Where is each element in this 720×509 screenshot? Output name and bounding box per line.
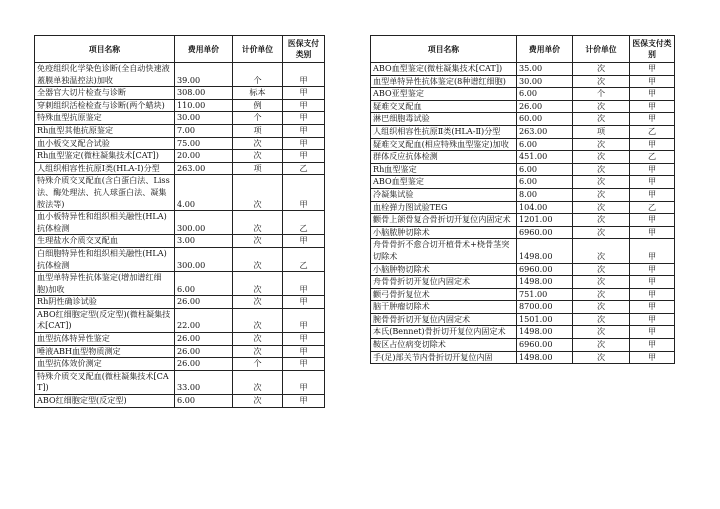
insurance-category-cell: 甲 bbox=[283, 175, 325, 211]
table-row bbox=[35, 99, 325, 112]
table-row bbox=[35, 308, 325, 332]
header-item-name: 项目名称 bbox=[371, 36, 517, 63]
table-row bbox=[371, 351, 675, 364]
pricing-unit-cell: 个 bbox=[573, 88, 630, 101]
table-row bbox=[35, 358, 325, 371]
header-unit-price: 费用单价 bbox=[175, 36, 233, 63]
table-row bbox=[35, 395, 325, 408]
insurance-category-cell: 甲 bbox=[630, 263, 675, 276]
unit-price-cell: 6960.00 bbox=[517, 263, 573, 276]
table-row bbox=[371, 201, 675, 214]
insurance-category-cell: 甲 bbox=[283, 235, 325, 248]
insurance-category-cell: 甲 bbox=[630, 63, 675, 76]
table-row bbox=[371, 88, 675, 101]
pricing-unit-cell: 次 bbox=[233, 175, 283, 211]
pricing-unit-cell: 次 bbox=[233, 137, 283, 150]
unit-price-cell: 308.00 bbox=[175, 87, 233, 100]
right-table-header-row bbox=[371, 36, 675, 63]
unit-price-cell: 22.00 bbox=[175, 308, 233, 332]
insurance-category-cell: 甲 bbox=[630, 288, 675, 301]
unit-price-cell: 300.00 bbox=[175, 211, 233, 235]
table-row bbox=[35, 112, 325, 125]
unit-price-cell: 60.00 bbox=[517, 113, 573, 126]
unit-price-cell: 6.00 bbox=[517, 138, 573, 151]
unit-price-cell: 26.00 bbox=[175, 358, 233, 371]
pricing-unit-cell: 次 bbox=[573, 339, 630, 352]
unit-price-cell: 6.00 bbox=[517, 176, 573, 189]
table-row bbox=[371, 163, 675, 176]
item-name-cell: 手(足)部关节内骨折切开复位内固 bbox=[371, 351, 517, 364]
table-row bbox=[371, 176, 675, 189]
item-name-cell: 免疫组织化学染色诊断(全自动快速液蓋膜单独温控法)加收 bbox=[35, 63, 175, 87]
item-name-cell: 疑难交叉配血 bbox=[371, 100, 517, 113]
left-fee-table bbox=[34, 35, 325, 408]
pricing-unit-cell: 次 bbox=[233, 235, 283, 248]
pricing-unit-cell: 次 bbox=[233, 333, 283, 346]
insurance-category-cell: 甲 bbox=[630, 226, 675, 239]
unit-price-cell: 6.00 bbox=[517, 88, 573, 101]
item-name-cell: 特殊介质交叉配血(微柱凝集技术[CAT]) bbox=[35, 370, 175, 394]
pricing-unit-cell: 项 bbox=[233, 162, 283, 175]
unit-price-cell: 33.00 bbox=[175, 370, 233, 394]
insurance-category-cell: 甲 bbox=[630, 75, 675, 88]
unit-price-cell: 26.00 bbox=[517, 100, 573, 113]
item-name-cell: 舟骨骨折不愈合切开植骨术+桡骨茎突切除术 bbox=[371, 239, 517, 263]
item-name-cell: 唾液ABH血型物质测定 bbox=[35, 345, 175, 358]
item-name-cell: 舟骨骨折切开复位内固定术 bbox=[371, 276, 517, 289]
pricing-unit-cell: 次 bbox=[573, 214, 630, 227]
insurance-category-cell: 乙 bbox=[283, 247, 325, 271]
item-name-cell: 血小板特异性和组织相关融性(HLA)抗体检测 bbox=[35, 211, 175, 235]
insurance-category-cell: 甲 bbox=[630, 88, 675, 101]
pricing-unit-cell: 次 bbox=[573, 226, 630, 239]
insurance-category-cell: 甲 bbox=[283, 63, 325, 87]
table-row bbox=[371, 276, 675, 289]
insurance-category-cell: 甲 bbox=[630, 313, 675, 326]
insurance-category-cell: 甲 bbox=[283, 370, 325, 394]
unit-price-cell: 1498.00 bbox=[517, 239, 573, 263]
item-name-cell: 本氏(Bennet)骨折切开复位内固定术 bbox=[371, 326, 517, 339]
insurance-category-cell: 甲 bbox=[283, 333, 325, 346]
item-name-cell: 腕骨骨折切开复位内固定术 bbox=[371, 313, 517, 326]
unit-price-cell: 8700.00 bbox=[517, 301, 573, 314]
pricing-unit-cell: 次 bbox=[573, 288, 630, 301]
item-name-cell: 脑干肿瘤切除术 bbox=[371, 301, 517, 314]
item-name-cell: 颧骨上颌骨复合骨折切开复位内固定术 bbox=[371, 214, 517, 227]
unit-price-cell: 1201.00 bbox=[517, 214, 573, 227]
insurance-category-cell: 甲 bbox=[283, 345, 325, 358]
item-name-cell: 群体反应抗体检测 bbox=[371, 151, 517, 164]
unit-price-cell: 4.00 bbox=[175, 175, 233, 211]
table-row bbox=[35, 296, 325, 309]
insurance-category-cell: 甲 bbox=[630, 301, 675, 314]
pricing-unit-cell: 例 bbox=[233, 99, 283, 112]
pricing-unit-cell: 次 bbox=[573, 239, 630, 263]
unit-price-cell: 26.00 bbox=[175, 296, 233, 309]
right-fee-table-container bbox=[370, 35, 675, 364]
insurance-category-cell: 甲 bbox=[630, 100, 675, 113]
insurance-category-cell: 甲 bbox=[283, 150, 325, 163]
table-row bbox=[35, 87, 325, 100]
table-row bbox=[35, 162, 325, 175]
table-row bbox=[371, 226, 675, 239]
unit-price-cell: 35.00 bbox=[517, 63, 573, 76]
insurance-category-cell: 甲 bbox=[630, 339, 675, 352]
insurance-category-cell: 甲 bbox=[283, 296, 325, 309]
item-name-cell: 血型抗体特异性鉴定 bbox=[35, 333, 175, 346]
table-row bbox=[35, 124, 325, 137]
table-row bbox=[371, 301, 675, 314]
pricing-unit-cell: 次 bbox=[233, 308, 283, 332]
pricing-unit-cell: 次 bbox=[573, 113, 630, 126]
pricing-unit-cell: 次 bbox=[233, 247, 283, 271]
insurance-category-cell: 甲 bbox=[630, 113, 675, 126]
insurance-category-cell: 甲 bbox=[283, 87, 325, 100]
table-row bbox=[35, 247, 325, 271]
right-fee-table bbox=[370, 35, 675, 364]
pricing-unit-cell: 次 bbox=[573, 326, 630, 339]
pricing-unit-cell: 个 bbox=[233, 63, 283, 87]
table-row bbox=[35, 370, 325, 394]
table-row bbox=[35, 63, 325, 87]
insurance-category-cell: 甲 bbox=[630, 138, 675, 151]
table-row bbox=[371, 113, 675, 126]
insurance-category-cell: 乙 bbox=[630, 201, 675, 214]
left-fee-table-container bbox=[34, 35, 325, 408]
right-table-body bbox=[371, 63, 675, 364]
item-name-cell: ABO血型鉴定 bbox=[371, 176, 517, 189]
table-row bbox=[371, 326, 675, 339]
table-row bbox=[371, 151, 675, 164]
table-row bbox=[371, 313, 675, 326]
item-name-cell: 淋巴细胞毒试验 bbox=[371, 113, 517, 126]
pricing-unit-cell: 次 bbox=[233, 370, 283, 394]
table-row bbox=[371, 339, 675, 352]
table-row bbox=[35, 272, 325, 296]
header-item-name: 项目名称 bbox=[35, 36, 175, 63]
table-row bbox=[35, 211, 325, 235]
table-row bbox=[35, 137, 325, 150]
table-row bbox=[371, 188, 675, 201]
pricing-unit-cell: 次 bbox=[233, 150, 283, 163]
pricing-unit-cell: 次 bbox=[573, 188, 630, 201]
pricing-unit-cell: 个 bbox=[233, 112, 283, 125]
unit-price-cell: 6960.00 bbox=[517, 339, 573, 352]
pricing-unit-cell: 标本 bbox=[233, 87, 283, 100]
unit-price-cell: 300.00 bbox=[175, 247, 233, 271]
insurance-category-cell: 甲 bbox=[630, 239, 675, 263]
unit-price-cell: 1498.00 bbox=[517, 351, 573, 364]
item-name-cell: 血型单特异性抗体鉴定(8种谱红细胞) bbox=[371, 75, 517, 88]
item-name-cell: Rh血型鉴定(微柱凝集技术[CAT]) bbox=[35, 150, 175, 163]
pricing-unit-cell: 次 bbox=[573, 100, 630, 113]
unit-price-cell: 1501.00 bbox=[517, 313, 573, 326]
insurance-category-cell: 甲 bbox=[630, 214, 675, 227]
unit-price-cell: 6960.00 bbox=[517, 226, 573, 239]
unit-price-cell: 30.00 bbox=[517, 75, 573, 88]
table-row bbox=[35, 333, 325, 346]
header-pricing-unit: 计价单位 bbox=[233, 36, 283, 63]
unit-price-cell: 39.00 bbox=[175, 63, 233, 87]
unit-price-cell: 7.00 bbox=[175, 124, 233, 137]
insurance-category-cell: 乙 bbox=[283, 211, 325, 235]
pricing-unit-cell: 次 bbox=[233, 345, 283, 358]
insurance-category-cell: 乙 bbox=[630, 125, 675, 138]
left-table-body bbox=[35, 63, 325, 408]
item-name-cell: 鞍区占位病变切除术 bbox=[371, 339, 517, 352]
insurance-category-cell: 甲 bbox=[283, 137, 325, 150]
item-name-cell: 小脑肿物切除术 bbox=[371, 263, 517, 276]
unit-price-cell: 104.00 bbox=[517, 201, 573, 214]
unit-price-cell: 26.00 bbox=[175, 333, 233, 346]
item-name-cell: 生理盐水介质交叉配血 bbox=[35, 235, 175, 248]
item-name-cell: 小脑脓肿切除术 bbox=[371, 226, 517, 239]
unit-price-cell: 20.00 bbox=[175, 150, 233, 163]
unit-price-cell: 26.00 bbox=[175, 345, 233, 358]
item-name-cell: 血小板交叉配合试验 bbox=[35, 137, 175, 150]
pricing-unit-cell: 项 bbox=[573, 125, 630, 138]
table-row bbox=[371, 63, 675, 76]
unit-price-cell: 6.00 bbox=[175, 395, 233, 408]
unit-price-cell: 3.00 bbox=[175, 235, 233, 248]
pricing-unit-cell: 次 bbox=[233, 272, 283, 296]
item-name-cell: 颧弓骨折复位术 bbox=[371, 288, 517, 301]
header-unit-price: 费用单价 bbox=[517, 36, 573, 63]
item-name-cell: 特殊介质交叉配血(含白蛋白法、Liss法、酶处理法、抗人球蛋白法、凝集胺法等) bbox=[35, 175, 175, 211]
unit-price-cell: 6.00 bbox=[175, 272, 233, 296]
insurance-category-cell: 甲 bbox=[630, 326, 675, 339]
table-row bbox=[371, 75, 675, 88]
item-name-cell: 人组织相容性抗原Ⅱ类(HLA-Ⅱ)分型 bbox=[371, 125, 517, 138]
insurance-category-cell: 乙 bbox=[630, 151, 675, 164]
pricing-unit-cell: 次 bbox=[573, 151, 630, 164]
item-name-cell: Rh阴性确诊试验 bbox=[35, 296, 175, 309]
pricing-unit-cell: 次 bbox=[573, 63, 630, 76]
unit-price-cell: 6.00 bbox=[517, 163, 573, 176]
pricing-unit-cell: 次 bbox=[573, 351, 630, 364]
unit-price-cell: 30.00 bbox=[175, 112, 233, 125]
pricing-unit-cell: 次 bbox=[573, 163, 630, 176]
pricing-unit-cell: 次 bbox=[573, 301, 630, 314]
table-row bbox=[35, 150, 325, 163]
pricing-unit-cell: 次 bbox=[573, 75, 630, 88]
table-row bbox=[35, 235, 325, 248]
item-name-cell: 血栓弹力图试验TEG bbox=[371, 201, 517, 214]
insurance-category-cell: 甲 bbox=[283, 272, 325, 296]
unit-price-cell: 110.00 bbox=[175, 99, 233, 112]
item-name-cell: ABO亚型鉴定 bbox=[371, 88, 517, 101]
item-name-cell: 穿刺组织活检检查与诊断(两个蜡块) bbox=[35, 99, 175, 112]
table-row bbox=[35, 175, 325, 211]
item-name-cell: 白细胞特异性和组织相关融性(HLA)抗体检测 bbox=[35, 247, 175, 271]
header-insurance-category: 医保支付类别 bbox=[630, 36, 675, 63]
table-row bbox=[371, 100, 675, 113]
item-name-cell: ABO红细胞定型(反定型) bbox=[35, 395, 175, 408]
table-row bbox=[371, 288, 675, 301]
pricing-unit-cell: 次 bbox=[573, 176, 630, 189]
header-insurance-category: 医保支付类别 bbox=[283, 36, 325, 63]
header-pricing-unit: 计价单位 bbox=[573, 36, 630, 63]
pricing-unit-cell: 次 bbox=[573, 138, 630, 151]
insurance-category-cell: 甲 bbox=[630, 276, 675, 289]
item-name-cell: Rh血型鉴定 bbox=[371, 163, 517, 176]
unit-price-cell: 263.00 bbox=[517, 125, 573, 138]
pricing-unit-cell: 次 bbox=[573, 276, 630, 289]
unit-price-cell: 263.00 bbox=[175, 162, 233, 175]
insurance-category-cell: 甲 bbox=[283, 308, 325, 332]
insurance-category-cell: 甲 bbox=[283, 124, 325, 137]
left-table-header-row bbox=[35, 36, 325, 63]
item-name-cell: 特殊血型抗原鉴定 bbox=[35, 112, 175, 125]
insurance-category-cell: 甲 bbox=[283, 358, 325, 371]
pricing-unit-cell: 次 bbox=[233, 395, 283, 408]
item-name-cell: 人组织相容性抗原Ⅰ类(HLA-Ⅰ)分型 bbox=[35, 162, 175, 175]
unit-price-cell: 1498.00 bbox=[517, 276, 573, 289]
insurance-category-cell: 甲 bbox=[630, 188, 675, 201]
pricing-unit-cell: 次 bbox=[573, 201, 630, 214]
unit-price-cell: 8.00 bbox=[517, 188, 573, 201]
table-row bbox=[371, 125, 675, 138]
item-name-cell: 冷凝集试验 bbox=[371, 188, 517, 201]
item-name-cell: Rh血型其他抗原鉴定 bbox=[35, 124, 175, 137]
item-name-cell: 全器官大切片检查与诊断 bbox=[35, 87, 175, 100]
table-row bbox=[371, 214, 675, 227]
insurance-category-cell: 甲 bbox=[283, 99, 325, 112]
pricing-unit-cell: 次 bbox=[233, 211, 283, 235]
insurance-category-cell: 甲 bbox=[630, 163, 675, 176]
table-row bbox=[35, 345, 325, 358]
table-row bbox=[371, 263, 675, 276]
item-name-cell: ABO血型鉴定(微柱凝集技术[CAT]) bbox=[371, 63, 517, 76]
insurance-category-cell: 甲 bbox=[630, 351, 675, 364]
unit-price-cell: 751.00 bbox=[517, 288, 573, 301]
insurance-category-cell: 甲 bbox=[283, 395, 325, 408]
item-name-cell: ABO红细胞定型(反定型)(微柱凝集技术[CAT]) bbox=[35, 308, 175, 332]
insurance-category-cell: 甲 bbox=[630, 176, 675, 189]
table-row bbox=[371, 138, 675, 151]
unit-price-cell: 451.00 bbox=[517, 151, 573, 164]
pricing-unit-cell: 个 bbox=[233, 358, 283, 371]
insurance-category-cell: 乙 bbox=[283, 162, 325, 175]
unit-price-cell: 1498.00 bbox=[517, 326, 573, 339]
item-name-cell: 血型抗体效价测定 bbox=[35, 358, 175, 371]
table-row bbox=[371, 239, 675, 263]
pricing-unit-cell: 次 bbox=[573, 263, 630, 276]
pricing-unit-cell: 次 bbox=[233, 296, 283, 309]
insurance-category-cell: 甲 bbox=[283, 112, 325, 125]
unit-price-cell: 75.00 bbox=[175, 137, 233, 150]
item-name-cell: 血型单特异性抗体鉴定(增加谱红细胞)加收 bbox=[35, 272, 175, 296]
pricing-unit-cell: 次 bbox=[573, 313, 630, 326]
pricing-unit-cell: 项 bbox=[233, 124, 283, 137]
item-name-cell: 疑难交叉配血(相应特殊血型鉴定)加收 bbox=[371, 138, 517, 151]
